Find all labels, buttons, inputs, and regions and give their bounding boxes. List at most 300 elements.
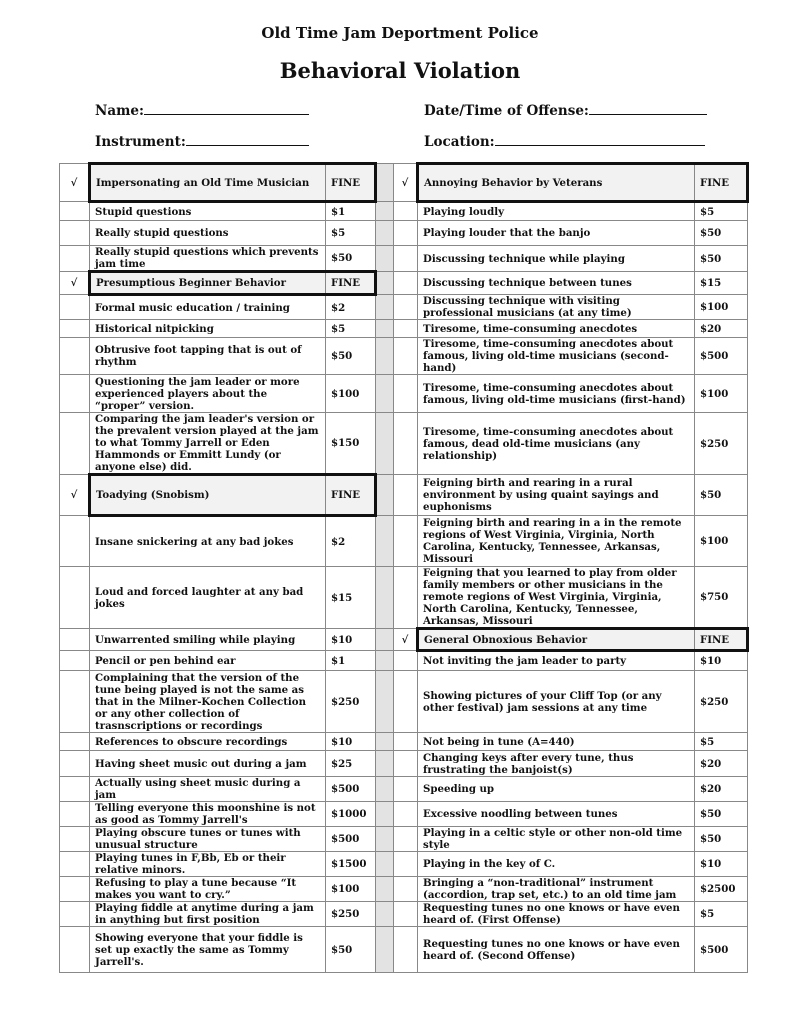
- right-violation-label: [418, 413, 695, 475]
- left-check-cell[interactable]: [60, 516, 90, 567]
- datetime-field[interactable]: [424, 100, 707, 119]
- left-fine-amount: [326, 338, 376, 375]
- fine-text: $1: [331, 205, 346, 218]
- left-fine-amount: [326, 246, 376, 272]
- violation-text: References to obscure recordings: [95, 735, 288, 748]
- right-check-cell[interactable]: [394, 877, 418, 902]
- left-violation-label: [90, 202, 326, 221]
- left-violation-label: [90, 246, 326, 272]
- instrument-label: Instrument:: [95, 134, 186, 150]
- fine-text: $1500: [331, 858, 367, 870]
- left-violation-label: [90, 516, 326, 567]
- fine-header-text: FINE: [331, 277, 361, 289]
- fine-text: $2500: [700, 883, 736, 895]
- table-row: [60, 927, 748, 973]
- left-violation-label: [90, 651, 326, 671]
- right-fine-amount: [695, 852, 748, 877]
- right-violation-label: [418, 877, 695, 902]
- left-fine-amount: [326, 751, 376, 777]
- table-row: [60, 246, 748, 272]
- table-row: [60, 164, 748, 202]
- right-violation-label: [418, 375, 695, 413]
- fine-text: $50: [700, 833, 722, 845]
- column-gap: [376, 272, 394, 295]
- column-gap: [376, 375, 394, 413]
- right-violation-label: [418, 567, 695, 629]
- left-fine-amount: [326, 375, 376, 413]
- violation-text: Presumptious Beginner Behavior: [96, 277, 286, 289]
- fine-text: $500: [331, 833, 360, 845]
- right-fine-amount: [695, 927, 748, 973]
- violation-text: Really stupid questions which prevents jam time: [95, 246, 319, 270]
- violation-text: Playing in the key of C.: [423, 858, 556, 870]
- right-fine-amount: [695, 902, 748, 927]
- left-category-header: [90, 272, 326, 295]
- column-gap: [376, 777, 394, 802]
- right-violation-label: [418, 651, 695, 671]
- left-check-cell[interactable]: [60, 202, 90, 221]
- right-check-cell[interactable]: [394, 320, 418, 338]
- left-violation-label: [90, 877, 326, 902]
- right-fine-header: [695, 629, 748, 651]
- table-row: [60, 295, 748, 320]
- violation-text: Playing in a celtic style or other non-old time style: [423, 827, 683, 851]
- table-row: [60, 751, 748, 777]
- left-violation-label: [90, 375, 326, 413]
- right-check-cell[interactable]: [394, 413, 418, 475]
- table-row: [60, 877, 748, 902]
- violation-text: Formal music education / training: [95, 301, 290, 314]
- org-name: Old Time Jam Deportment Police: [261, 24, 539, 42]
- violation-text: Discussing technique between tunes: [423, 277, 632, 289]
- left-fine-amount: [326, 516, 376, 567]
- fine-text: $5: [700, 205, 715, 218]
- fine-text: $2: [331, 301, 346, 314]
- violation-text: General Obnoxious Behavior: [424, 633, 588, 646]
- fine-text: $10: [331, 633, 353, 646]
- right-fine-amount: [695, 272, 748, 295]
- column-gap: [376, 413, 394, 475]
- right-violation-label: [418, 777, 695, 802]
- right-fine-amount: [695, 671, 748, 733]
- left-check-cell[interactable]: [60, 852, 90, 877]
- fine-text: $50: [331, 943, 353, 956]
- fine-text: $250: [331, 908, 360, 920]
- table-row: [60, 221, 748, 246]
- column-gap: [376, 516, 394, 567]
- fine-text: $250: [700, 695, 729, 708]
- right-fine-amount: [695, 827, 748, 852]
- right-check-cell[interactable]: [394, 164, 418, 202]
- right-violation-label: [418, 475, 695, 516]
- left-check-cell[interactable]: [60, 164, 90, 202]
- name-label: Name:: [95, 103, 144, 119]
- fine-text: $20: [700, 757, 722, 770]
- violation-text: Playing fiddle at anytime during a jam in anything but first position: [95, 902, 314, 926]
- violation-text: Actually using sheet music during a jam: [95, 777, 301, 801]
- violation-text: Not being in tune (A=440): [423, 735, 575, 748]
- right-fine-amount: [695, 320, 748, 338]
- left-fine-amount: [326, 295, 376, 320]
- right-category-header: [418, 629, 695, 651]
- fine-text: $750: [700, 591, 729, 603]
- fine-text: $5: [331, 322, 346, 335]
- violation-text: Loud and forced laughter at any bad jokes: [95, 585, 304, 610]
- right-violation-label: [418, 295, 695, 320]
- right-check-cell[interactable]: [394, 671, 418, 733]
- right-check-cell[interactable]: [394, 516, 418, 567]
- fine-text: $25: [331, 757, 353, 770]
- violation-text: Insane snickering at any bad jokes: [95, 535, 294, 548]
- left-violation-label: [90, 733, 326, 751]
- column-gap: [376, 629, 394, 651]
- violation-text: Tiresome, time-consuming anecdotes about famous, dead old-time musicians (any relationship): [423, 425, 674, 462]
- left-violation-label: [90, 338, 326, 375]
- column-gap: [376, 877, 394, 902]
- violation-text: Historical nitpicking: [95, 322, 214, 335]
- left-violation-label: [90, 927, 326, 973]
- right-fine-amount: [695, 475, 748, 516]
- column-gap: [376, 320, 394, 338]
- fine-text: $50: [700, 252, 722, 265]
- violation-text: Tiresome, time-consuming anecdotes about famous, living old-time musicians (second-hand): [423, 338, 674, 374]
- violation-text: Tiresome, time-consuming anecdotes about famous, living old-time musicians (first-hand): [423, 381, 686, 406]
- violation-text: Not inviting the jam leader to party: [423, 655, 627, 667]
- left-check-cell[interactable]: [60, 320, 90, 338]
- left-fine-amount: [326, 671, 376, 733]
- right-violation-label: [418, 927, 695, 973]
- left-check-cell[interactable]: [60, 927, 90, 973]
- right-violation-label: [418, 751, 695, 777]
- table-row: [60, 475, 748, 516]
- right-check-cell[interactable]: [394, 475, 418, 516]
- left-violation-label: [90, 827, 326, 852]
- left-fine-amount: [326, 802, 376, 827]
- left-check-cell[interactable]: [60, 413, 90, 475]
- column-gap: [376, 751, 394, 777]
- fine-text: $50: [700, 227, 722, 239]
- column-gap: [376, 221, 394, 246]
- fine-text: $50: [700, 808, 722, 820]
- violation-text: Telling everyone this moonshine is not as good as Tommy Jarrell's: [95, 802, 316, 826]
- name-field[interactable]: [95, 100, 309, 119]
- violation-text: Speeding up: [423, 783, 495, 795]
- left-check-cell[interactable]: [60, 671, 90, 733]
- datetime-line[interactable]: [589, 100, 707, 115]
- fine-text: $100: [331, 387, 360, 400]
- name-line[interactable]: [144, 100, 309, 115]
- left-fine-amount: [326, 629, 376, 651]
- column-gap: [376, 902, 394, 927]
- column-gap: [376, 671, 394, 733]
- violation-text: Annoying Behavior by Veterans: [424, 176, 603, 189]
- fine-text: $5: [700, 735, 715, 748]
- left-fine-amount: [326, 202, 376, 221]
- check-mark-icon: √: [401, 633, 409, 646]
- right-violation-label: [418, 320, 695, 338]
- right-fine-header: [695, 164, 748, 202]
- table-row: [60, 567, 748, 629]
- fine-text: $500: [700, 350, 729, 362]
- violation-text: Toadying (Snobism): [96, 489, 210, 501]
- violation-text: Unwarrented smiling while playing: [95, 633, 296, 646]
- fine-text: $50: [700, 489, 722, 501]
- left-check-cell[interactable]: [60, 651, 90, 671]
- left-check-cell[interactable]: [60, 567, 90, 629]
- right-check-cell[interactable]: [394, 827, 418, 852]
- left-fine-amount: [326, 651, 376, 671]
- left-fine-header: [326, 164, 376, 202]
- right-check-cell[interactable]: [394, 375, 418, 413]
- right-fine-amount: [695, 413, 748, 475]
- column-gap: [376, 338, 394, 375]
- fine-text: $150: [331, 437, 360, 449]
- violation-text: Requesting tunes no one knows or have even heard of. (Second Offense): [423, 937, 680, 962]
- right-check-cell[interactable]: [394, 246, 418, 272]
- right-fine-amount: [695, 516, 748, 567]
- violation-text: Refusing to play a tune because “It makes you want to cry.”: [95, 877, 297, 901]
- fine-text: $15: [700, 277, 722, 289]
- left-check-cell[interactable]: [60, 751, 90, 777]
- violation-text: Playing tunes in F,Bb, Eb or their relative minors.: [95, 852, 286, 876]
- right-check-cell[interactable]: [394, 902, 418, 927]
- left-check-cell[interactable]: [60, 272, 90, 295]
- violations-table: [59, 162, 749, 973]
- right-violation-label: [418, 202, 695, 221]
- table-row: [60, 375, 748, 413]
- table-row: [60, 516, 748, 567]
- right-fine-amount: [695, 246, 748, 272]
- fine-text: $5: [331, 227, 346, 239]
- left-violation-label: [90, 671, 326, 733]
- violation-text: Questioning the jam leader or more experienced players about the “proper” version.: [95, 375, 300, 412]
- left-fine-amount: [326, 320, 376, 338]
- right-check-cell[interactable]: [394, 733, 418, 751]
- column-gap: [376, 733, 394, 751]
- left-check-cell[interactable]: [60, 475, 90, 516]
- left-violation-label: [90, 902, 326, 927]
- left-fine-amount: [326, 413, 376, 475]
- left-fine-amount: [326, 567, 376, 629]
- violation-text: Requesting tunes no one knows or have even heard of. (First Offense): [423, 902, 680, 926]
- left-check-cell[interactable]: [60, 221, 90, 246]
- fine-text: $15: [331, 591, 353, 604]
- left-check-cell[interactable]: [60, 802, 90, 827]
- fine-text: $20: [700, 322, 722, 335]
- left-violation-label: [90, 751, 326, 777]
- right-check-cell[interactable]: [394, 567, 418, 629]
- right-check-cell[interactable]: [394, 852, 418, 877]
- left-fine-header: [326, 475, 376, 516]
- fine-text: $500: [331, 783, 360, 795]
- fine-text: $250: [331, 695, 360, 708]
- left-fine-amount: [326, 852, 376, 877]
- right-check-cell[interactable]: [394, 751, 418, 777]
- violation-text: Complaining that the version of the tune being played is not the same as that in the Milner-Kochen Collection or any other collection of trasnscriptions or recordings: [95, 671, 307, 732]
- left-violation-label: [90, 802, 326, 827]
- location-line[interactable]: [495, 131, 705, 146]
- right-violation-label: [418, 852, 695, 877]
- left-violation-label: [90, 295, 326, 320]
- right-fine-amount: [695, 751, 748, 777]
- left-check-cell[interactable]: [60, 246, 90, 272]
- left-category-header: [90, 475, 326, 516]
- check-mark-icon: √: [70, 277, 78, 289]
- violation-text: Having sheet music out during a jam: [95, 757, 307, 770]
- left-check-cell[interactable]: [60, 827, 90, 852]
- right-check-cell[interactable]: [394, 202, 418, 221]
- fine-text: $50: [331, 252, 353, 264]
- left-fine-amount: [326, 827, 376, 852]
- left-fine-amount: [326, 927, 376, 973]
- violation-text: Tiresome, time-consuming anecdotes: [423, 322, 638, 335]
- fine-text: $50: [331, 350, 353, 362]
- column-gap: [376, 651, 394, 671]
- left-check-cell[interactable]: [60, 902, 90, 927]
- violation-text: Feigning birth and rearing in a in the remote regions of West Virginia, Virginia, North Carolina, Kentucky, Tennessee, Arkansas, Missouri: [423, 517, 682, 565]
- left-check-cell[interactable]: [60, 338, 90, 375]
- right-violation-label: [418, 516, 695, 567]
- violation-text: Feigning that you learned to play from older family members or other musicians in the remote regions of West Virginia, Virginia, North Carolina, Kentucky, Tennessee, Arkansas, Missouri: [423, 567, 677, 627]
- right-check-cell[interactable]: [394, 629, 418, 651]
- left-check-cell[interactable]: [60, 295, 90, 320]
- column-gap: [376, 802, 394, 827]
- column-gap: [376, 475, 394, 516]
- violation-text: Discussing technique while playing: [423, 252, 625, 265]
- table-row: [60, 733, 748, 751]
- location-field[interactable]: [424, 131, 705, 150]
- column-gap: [376, 246, 394, 272]
- column-gap: [376, 567, 394, 629]
- fine-text: $10: [700, 655, 722, 667]
- fine-text: $20: [700, 783, 722, 795]
- fine-text: $1: [331, 654, 346, 667]
- violation-text: Showing everyone that your fiddle is set up exactly the same as Tommy Jarrell's.: [95, 931, 303, 968]
- right-check-cell[interactable]: [394, 777, 418, 802]
- fine-text: $250: [700, 437, 729, 450]
- right-check-cell[interactable]: [394, 272, 418, 295]
- violation-text: Playing loudly: [423, 205, 504, 218]
- right-check-cell[interactable]: [394, 295, 418, 320]
- right-check-cell[interactable]: [394, 221, 418, 246]
- fine-text: $1000: [331, 808, 367, 820]
- fine-text: $100: [331, 883, 360, 895]
- left-check-cell[interactable]: [60, 877, 90, 902]
- table-row: [60, 777, 748, 802]
- violation-text: Showing pictures of your Cliff Top (or any other festival) jam sessions at any time: [423, 689, 662, 714]
- fine-header-text: FINE: [331, 489, 361, 501]
- column-gap: [376, 295, 394, 320]
- left-fine-amount: [326, 877, 376, 902]
- fine-text: $100: [700, 535, 729, 547]
- right-fine-amount: [695, 567, 748, 629]
- table-row: [60, 902, 748, 927]
- right-fine-amount: [695, 202, 748, 221]
- right-check-cell[interactable]: [394, 338, 418, 375]
- right-fine-amount: [695, 221, 748, 246]
- fine-text: $10: [700, 858, 722, 870]
- fine-text: $5: [700, 908, 715, 920]
- left-check-cell[interactable]: [60, 777, 90, 802]
- violation-text: Changing keys after every tune, thus frustrating the banjoist(s): [423, 751, 634, 776]
- violation-text: Comparing the jam leader's version or the prevalent version played at the jam to what Tommy Jarrell or Eden Hammonds or Emmitt Lundy (or anyone else) did.: [95, 413, 319, 473]
- left-violation-label: [90, 852, 326, 877]
- left-category-header: [90, 164, 326, 202]
- fine-header-text: FINE: [700, 176, 730, 189]
- right-violation-label: [418, 338, 695, 375]
- right-violation-label: [418, 802, 695, 827]
- violation-text: Pencil or pen behind ear: [95, 654, 236, 667]
- left-violation-label: [90, 777, 326, 802]
- left-check-cell[interactable]: [60, 375, 90, 413]
- column-gap: [376, 202, 394, 221]
- fine-text: $100: [700, 387, 729, 400]
- table-row: [60, 802, 748, 827]
- violation-text: Discussing technique with visiting professional musicians (at any time): [423, 295, 632, 319]
- table-row: [60, 202, 748, 221]
- right-fine-amount: [695, 877, 748, 902]
- violation-text: Bringing a “non-traditional” instrument (accordion, trap set, etc.) to an old time jam: [423, 877, 677, 901]
- column-gap: [376, 852, 394, 877]
- table-row: [60, 852, 748, 877]
- right-violation-label: [418, 246, 695, 272]
- right-violation-label: [418, 272, 695, 295]
- table-row: [60, 827, 748, 852]
- location-label: Location:: [424, 134, 495, 150]
- right-violation-label: [418, 827, 695, 852]
- left-fine-amount: [326, 902, 376, 927]
- fine-text: $2: [331, 535, 346, 548]
- left-violation-label: [90, 629, 326, 651]
- check-mark-icon: √: [70, 176, 78, 189]
- instrument-line[interactable]: [186, 131, 309, 146]
- instrument-field[interactable]: [95, 131, 309, 150]
- table-row: [60, 320, 748, 338]
- violation-text: Really stupid questions: [95, 227, 229, 239]
- left-fine-amount: [326, 733, 376, 751]
- right-fine-amount: [695, 338, 748, 375]
- column-gap: [376, 827, 394, 852]
- fine-text: $10: [331, 735, 353, 748]
- left-fine-amount: [326, 221, 376, 246]
- table-row: [60, 629, 748, 651]
- column-gap: [376, 164, 394, 202]
- right-violation-label: [418, 221, 695, 246]
- form-title: Behavioral Violation: [279, 58, 521, 83]
- fine-text: $100: [700, 301, 729, 313]
- right-category-header: [418, 164, 695, 202]
- left-violation-label: [90, 221, 326, 246]
- right-check-cell[interactable]: [394, 802, 418, 827]
- right-check-cell[interactable]: [394, 651, 418, 671]
- violation-text: Feigning birth and rearing in a rural environment by using quaint sayings and euphonisms: [423, 477, 659, 513]
- left-check-cell[interactable]: [60, 733, 90, 751]
- datetime-label: Date/Time of Offense:: [424, 103, 589, 119]
- column-gap: [376, 927, 394, 973]
- violation-text: Stupid questions: [95, 205, 192, 218]
- left-violation-label: [90, 567, 326, 629]
- left-check-cell[interactable]: [60, 629, 90, 651]
- left-violation-label: [90, 320, 326, 338]
- right-fine-amount: [695, 375, 748, 413]
- violation-text: Impersonating an Old Time Musician: [96, 176, 310, 189]
- right-check-cell[interactable]: [394, 927, 418, 973]
- table-row: [60, 272, 748, 295]
- fine-header-text: FINE: [700, 633, 730, 646]
- right-violation-label: [418, 902, 695, 927]
- right-fine-amount: [695, 295, 748, 320]
- table-row: [60, 413, 748, 475]
